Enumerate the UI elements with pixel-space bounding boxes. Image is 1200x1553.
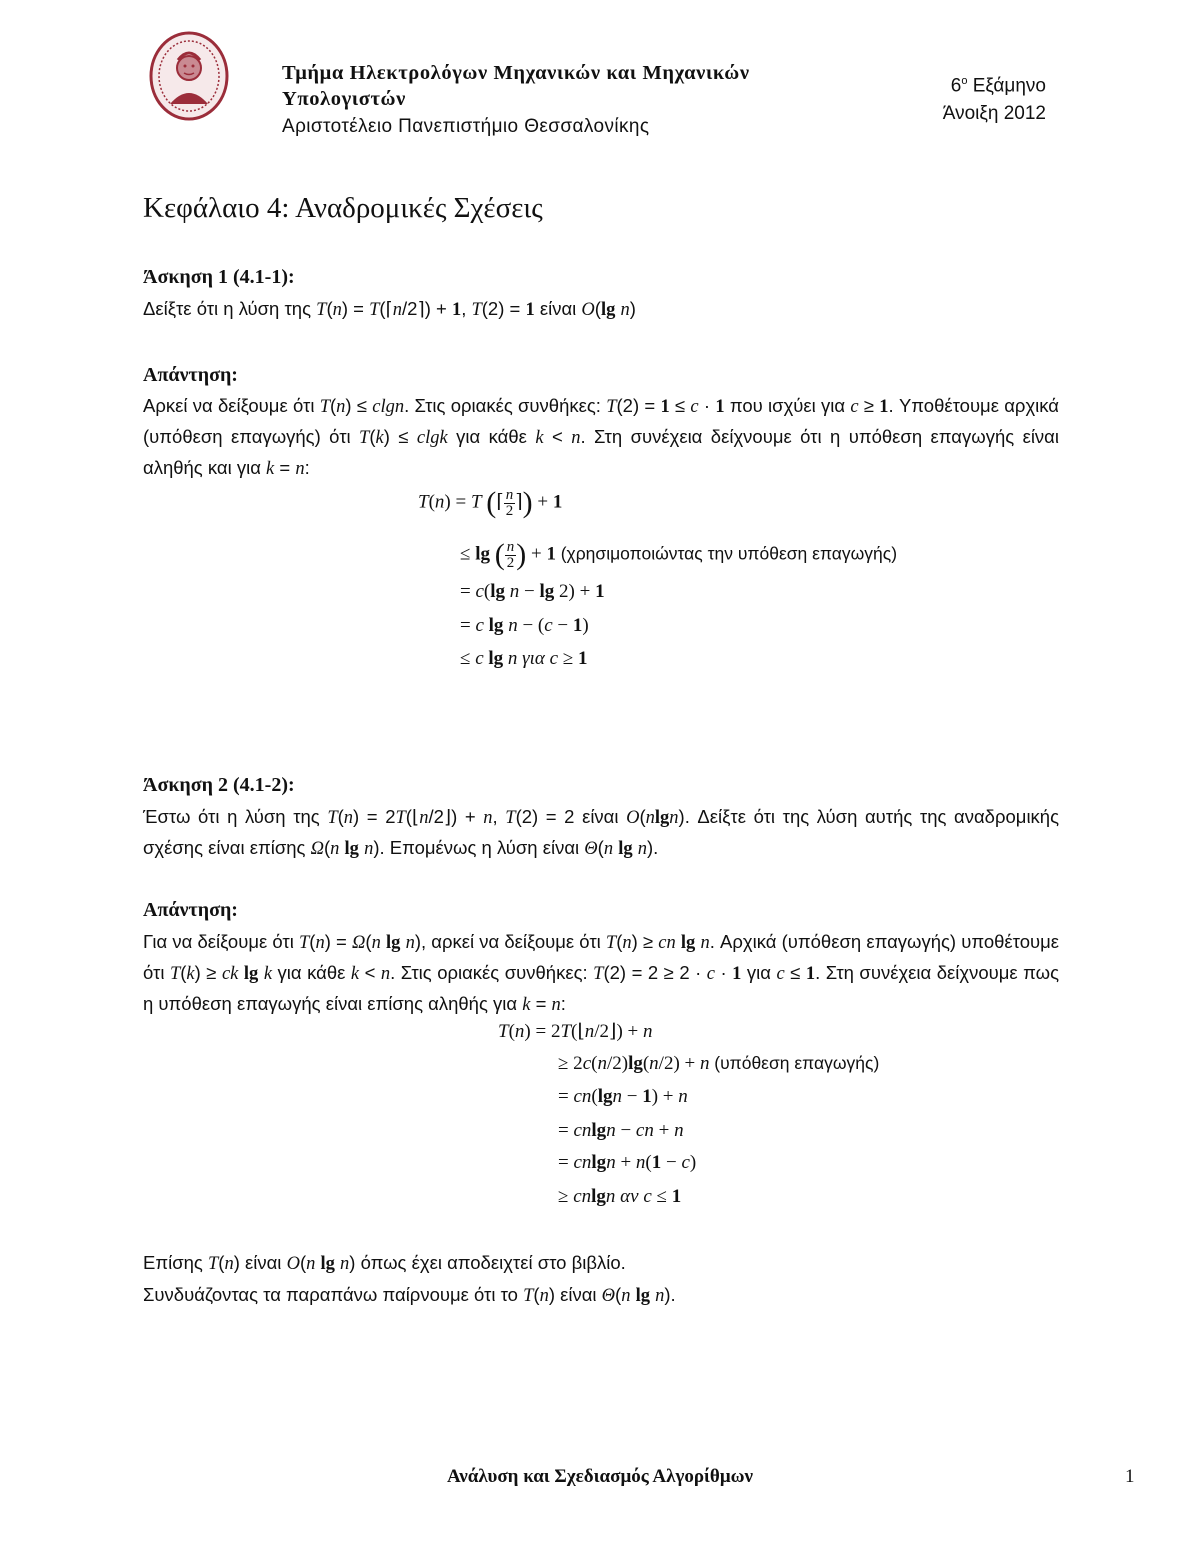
ex2-derivation-line-1: T(n) = 2T(⌊n/2⌋) + n bbox=[498, 1021, 653, 1042]
ex2-derivation-line-3: = cn(lgn − 1) + n bbox=[558, 1086, 688, 1107]
exercise2-title: Άσκηση 2 (4.1-2): bbox=[143, 774, 295, 796]
department-name: Τμήμα Ηλεκτρολόγων Μηχανικών και Μηχανικών Υπολογιστών bbox=[282, 62, 750, 110]
exercise2-answer-text: Για να δείξουμε ότι T(n) = Ω(n lg n), αρκεί να δείξουμε ότι T(n) ≥ cn lg n. Αρχικά (υπόθεση επαγωγής) υποθέτουμε ότι T(k) ≥ ck lg k για κάθε k < n. Στις οριακές συνθήκες: T(2) = 2 ≥ 2 · c · 1 για c ≤ 1. Στη συνέχεια δείχνουμε πως η υπόθεση επαγωγής είναι επίσης αληθής για k = n: bbox=[143, 931, 1060, 1015]
footer-course-title: Ανάλυση και Σχεδιασμός Αλγορίθμων bbox=[446, 1466, 753, 1487]
exercise1-answer-text: Αρκεί να δείξουμε ότι T(n) ≤ clgn. Στις οριακές συνθήκες: T(2) = 1 ≤ c · 1 που ισχύει για c ≥ 1. Υποθέτουμε αρχικά (υπόθεση επαγωγής) ότι T(k) ≤ clgk για κάθε k < n. Στη συνέχεια δείχνουμε ότι η υπόθεση επαγωγής είναι αληθής και για k = n: bbox=[143, 395, 1059, 479]
ex1-derivation-line-5: ≤ c lg n για c ≥ 1 bbox=[460, 648, 588, 669]
university-seal-logo bbox=[148, 30, 230, 122]
semester: $6^o$ Εξάμηνο bbox=[950, 75, 1046, 97]
ex2-conclusion-1: Επίσης T(n) είναι O(n lg n) όπως έχει αποδειχτεί στο βιβλίο. bbox=[143, 1252, 626, 1274]
chapter-title: Κεφάλαιο 4: Αναδρομικές Σχέσεις bbox=[143, 192, 543, 224]
exercise2-answer-label: Απάντηση: bbox=[143, 899, 238, 921]
ex1-derivation-line-2: ≤ lg ( $\frac{n}{2}$ ) + 1 (χρησιμοποιώντας την υπόθεση επαγωγής) bbox=[460, 538, 898, 571]
ex1-derivation-line-3: = c(lg n − lg 2) + 1 bbox=[460, 581, 605, 602]
exercise1-title: Άσκηση 1 (4.1-1): bbox=[143, 266, 295, 288]
ex2-derivation-line-6: ≥ cnlgn αν c ≤ 1 bbox=[558, 1186, 682, 1207]
ex1-derivation-line-1: T(n) = T (⌈ $\frac{n}{2}$ ⌉) + 1 bbox=[418, 486, 563, 519]
exercise1-answer-label: Απάντηση: bbox=[143, 364, 238, 386]
ex2-derivation-line-4: = cnlgn − cn + n bbox=[558, 1120, 684, 1141]
ex1-derivation-line-4: = c lg n − (c − 1) bbox=[460, 615, 589, 636]
ex2-derivation-line-5: = cnlgn + n(1 − c) bbox=[558, 1152, 697, 1173]
exercise1-statement: Δείξτε ότι η λύση της T(n) = T(⌈n/2⌉) + 1, T(2) = 1 είναι O(lg n) bbox=[143, 298, 636, 320]
page-number: 1 bbox=[1125, 1466, 1135, 1487]
university-name: Αριστοτέλειο Πανεπιστήμιο Θεσσαλονίκης bbox=[282, 116, 650, 137]
ex2-conclusion-2: Συνδυάζοντας τα παραπάνω παίρνουμε ότι το T(n) είναι Θ(n lg n). bbox=[143, 1284, 676, 1306]
term: Άνοιξη 2012 bbox=[942, 103, 1046, 124]
ex2-derivation-line-2: ≥ 2c(n/2)lg(n/2) + n (υπόθεση επαγωγής) bbox=[558, 1053, 880, 1074]
exercise2-statement: Έστω ότι η λύση της T(n) = 2T(⌊n/2⌋) + n, T(2) = 2 είναι O(nlgn). Δείξτε ότι της λύση αυτής της αναδρομικής σχέσης είναι επίσης Ω(n lg n). Επομένως η λύση είναι Θ(n lg n). bbox=[143, 806, 1060, 859]
